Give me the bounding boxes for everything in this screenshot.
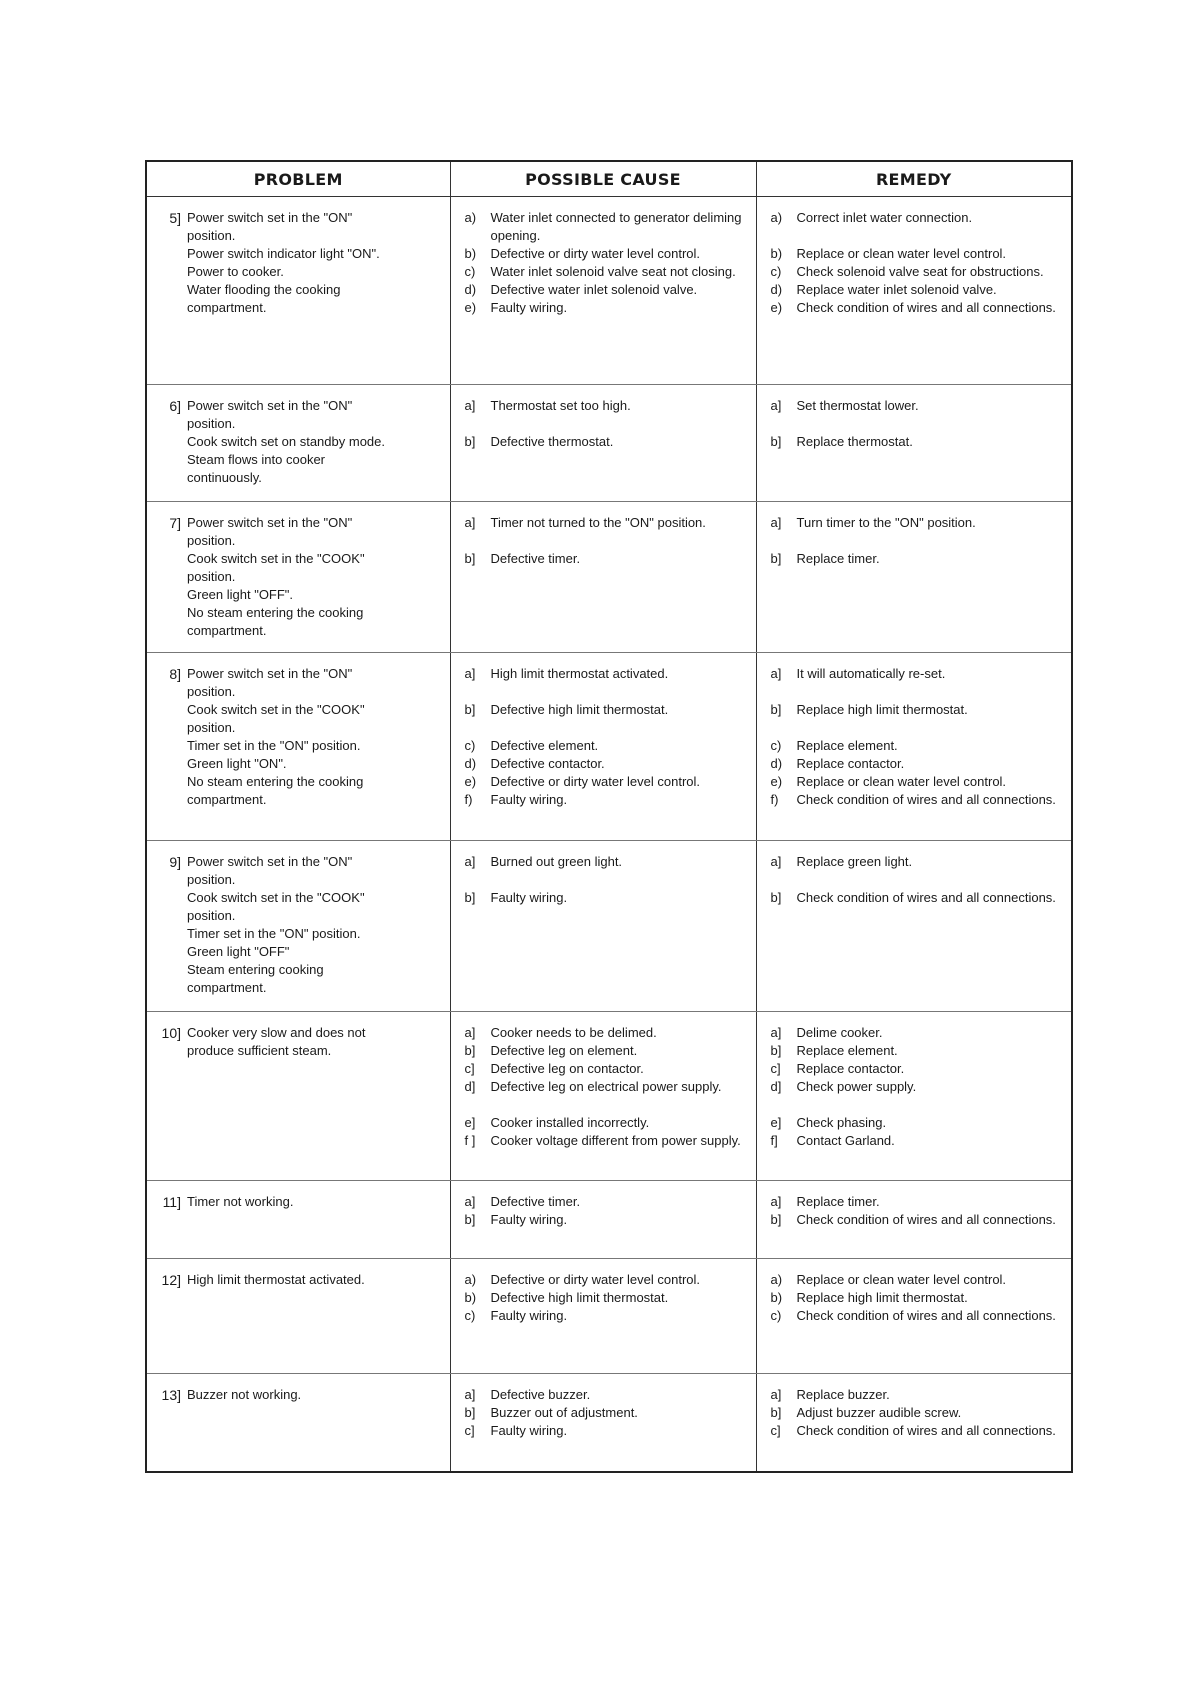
remedy-item-text: Replace high limit thermostat. — [796, 1290, 968, 1305]
cause-item — [457, 1271, 750, 1289]
problem-number: 13] — [161, 1387, 181, 1403]
remedy-item-text: Replace element. — [796, 738, 898, 753]
problem-line: Power switch set in the "ON" — [187, 666, 353, 681]
remedy-item — [763, 1289, 1066, 1307]
cause-item-text: Defective buzzer. — [490, 1387, 591, 1402]
cause-cell — [450, 197, 756, 385]
troubleshooting-table-wrapper — [145, 160, 1071, 1473]
problem-description — [187, 1271, 444, 1289]
cause-item-letter: c] — [464, 1061, 475, 1076]
remedy-item-letter: e) — [770, 300, 783, 315]
cause-item-letter: c) — [464, 738, 476, 753]
cause-item-letter: b] — [464, 890, 476, 905]
remedy-item — [763, 1307, 1066, 1325]
problem-description — [187, 397, 444, 487]
remedy-item-letter: a] — [770, 854, 782, 869]
possible-cause-header: POSSIBLE CAUSE — [450, 161, 756, 197]
problem-line: position. — [187, 533, 236, 548]
remedy-item-letter: b] — [770, 434, 782, 449]
remedy-item — [763, 1193, 1066, 1211]
remedy-item-letter: a] — [770, 398, 782, 413]
cause-item — [457, 263, 750, 281]
remedy-item-letter: a] — [770, 1194, 782, 1209]
remedy-cell — [756, 1374, 1072, 1472]
remedy-item — [763, 514, 1066, 532]
cause-cell — [450, 1259, 756, 1374]
cause-item — [457, 1060, 750, 1078]
cause-cell — [450, 1181, 756, 1259]
cause-item — [457, 1024, 750, 1042]
cause-item-letter: a] — [464, 398, 476, 413]
remedy-item — [763, 1132, 1066, 1150]
problem-line: Timer set in the "ON" position. — [187, 738, 361, 753]
remedy-item-text: Adjust buzzer audible screw. — [796, 1405, 962, 1420]
cause-item-letter: d) — [464, 756, 477, 771]
remedy-item-text: Replace contactor. — [796, 756, 905, 771]
problem-line: Buzzer not working. — [187, 1387, 302, 1402]
problem-line: Steam entering cooking — [187, 962, 324, 977]
remedy-item-letter: b] — [770, 702, 782, 717]
problem-line: compartment. — [187, 623, 267, 638]
cause-item-text: Defective thermostat. — [490, 434, 614, 449]
problem-line: Cook switch set in the "COOK" — [187, 702, 365, 717]
remedy-item — [763, 1078, 1066, 1096]
remedy-item-letter: a) — [770, 1272, 783, 1287]
remedy-item-text: Contact Garland. — [796, 1133, 895, 1148]
cause-item-text: Defective leg on element. — [490, 1043, 638, 1058]
problem-description — [187, 514, 444, 640]
remedy-item-letter: b] — [770, 551, 782, 566]
table-row — [146, 1181, 1072, 1259]
cause-item — [457, 791, 750, 809]
remedy-item-text: Check condition of wires and all connections. — [796, 1212, 1056, 1227]
cause-item-letter: f ] — [464, 1133, 476, 1148]
remedy-item-letter: b] — [770, 1043, 782, 1058]
remedy-item-letter: a] — [770, 1025, 782, 1040]
remedy-item-letter: c] — [770, 1061, 781, 1076]
cause-item-letter: a] — [464, 666, 476, 681]
remedy-item — [763, 665, 1066, 683]
problem-line: Power switch set in the "ON" — [187, 398, 353, 413]
cause-item-letter: b) — [464, 246, 477, 261]
remedy-item — [763, 209, 1066, 227]
problem-line: Power switch indicator light "ON". — [187, 246, 380, 261]
problem-line: Power switch set in the "ON" — [187, 210, 353, 225]
remedy-item — [763, 299, 1066, 317]
cause-item — [457, 433, 750, 451]
remedy-item — [763, 773, 1066, 791]
cause-item-letter: c) — [464, 1308, 476, 1323]
problem-cell — [146, 653, 450, 841]
cause-item — [457, 1211, 750, 1229]
problem-line: Cook switch set in the "COOK" — [187, 890, 365, 905]
problem-line: High limit thermostat activated. — [187, 1272, 365, 1287]
remedy-item-letter: a) — [770, 210, 783, 225]
problem-line: Green light "ON". — [187, 756, 287, 771]
remedy-item — [763, 1024, 1066, 1042]
remedy-item-letter: e) — [770, 774, 783, 789]
cause-item — [457, 1422, 750, 1440]
problem-line: Steam flows into cooker — [187, 452, 326, 467]
remedy-item-text: Replace thermostat. — [796, 434, 913, 449]
remedy-item-text: Set thermostat lower. — [796, 398, 919, 413]
cause-item-letter: c] — [464, 1423, 475, 1438]
table-row — [146, 841, 1072, 1012]
remedy-item-text: Replace element. — [796, 1043, 898, 1058]
remedy-item-text: Check condition of wires and all connections. — [796, 792, 1056, 807]
problem-line: Power switch set in the "ON" — [187, 854, 353, 869]
cause-item-letter: d) — [464, 282, 477, 297]
problem-number: 11] — [162, 1194, 181, 1210]
remedy-item — [763, 1386, 1066, 1404]
remedy-item — [763, 1422, 1066, 1440]
problem-line: compartment. — [187, 792, 267, 807]
table-row — [146, 653, 1072, 841]
remedy-item — [763, 755, 1066, 773]
problem-number: 6] — [169, 398, 181, 414]
remedy-cell — [756, 502, 1072, 653]
remedy-item — [763, 245, 1066, 263]
remedy-item-letter: c) — [770, 264, 782, 279]
table-row — [146, 1374, 1072, 1472]
cause-item-text: Faulty wiring. — [490, 300, 568, 315]
problem-line: position. — [187, 720, 236, 735]
remedy-item-letter: b) — [770, 1290, 783, 1305]
cause-item-text: Water inlet solenoid valve seat not closing. — [490, 264, 736, 279]
problem-cell — [146, 841, 450, 1012]
remedy-item-letter: a] — [770, 666, 782, 681]
remedy-item — [763, 1404, 1066, 1422]
cause-item-letter: a) — [464, 1272, 477, 1287]
cause-item — [457, 209, 750, 245]
remedy-item — [763, 737, 1066, 755]
cause-item — [457, 737, 750, 755]
cause-item-text: Defective water inlet solenoid valve. — [490, 282, 698, 297]
cause-item-letter: b] — [464, 1405, 476, 1420]
problem-line: compartment. — [187, 980, 267, 995]
remedy-item — [763, 701, 1066, 719]
cause-cell — [450, 1374, 756, 1472]
table-header — [146, 161, 1072, 197]
cause-item-text: Defective leg on electrical power supply. — [490, 1079, 722, 1094]
table-row — [146, 197, 1072, 385]
problem-number: 12] — [161, 1272, 181, 1288]
remedy-cell — [756, 1259, 1072, 1374]
cause-cell — [450, 653, 756, 841]
problem-line: Cook switch set in the "COOK" — [187, 551, 365, 566]
problem-line: Green light "OFF" — [187, 944, 290, 959]
remedy-item-text: Replace timer. — [796, 551, 880, 566]
cause-item-text: Faulty wiring. — [490, 1212, 568, 1227]
remedy-item-letter: d) — [770, 756, 783, 771]
problem-line: Power switch set in the "ON" — [187, 515, 353, 530]
problem-cell — [146, 1012, 450, 1181]
cause-item-text: Faulty wiring. — [490, 1423, 568, 1438]
cause-item-text: Defective timer. — [490, 551, 581, 566]
cause-item-text: Cooker voltage different from power supply. — [490, 1133, 741, 1148]
remedy-item-text: Check condition of wires and all connections. — [796, 300, 1056, 315]
cause-item-letter: b] — [464, 1212, 476, 1227]
remedy-item-letter: d] — [770, 1079, 782, 1094]
cause-item-letter: b) — [464, 1290, 477, 1305]
problem-description — [187, 853, 444, 997]
problem-line: No steam entering the cooking — [187, 605, 364, 620]
remedy-item-text: Replace or clean water level control. — [796, 1272, 1007, 1287]
remedy-item-letter: b] — [770, 1212, 782, 1227]
remedy-item-text: It will automatically re-set. — [796, 666, 946, 681]
cause-item-text: Burned out green light. — [490, 854, 623, 869]
cause-item-text: Defective contactor. — [490, 756, 605, 771]
remedy-item-text: Replace buzzer. — [796, 1387, 890, 1402]
troubleshooting-table — [145, 160, 1073, 1473]
cause-item-text: Thermostat set too high. — [490, 398, 631, 413]
problem-line: Cooker very slow and does not — [187, 1025, 366, 1040]
problem-line: position. — [187, 228, 236, 243]
remedy-item-letter: c) — [770, 738, 782, 753]
remedy-item-text: Delime cooker. — [796, 1025, 883, 1040]
remedy-item-letter: f) — [770, 792, 779, 807]
cause-item — [457, 1404, 750, 1422]
remedy-cell — [756, 653, 1072, 841]
remedy-item — [763, 889, 1066, 907]
problem-line: position. — [187, 684, 236, 699]
problem-line: position. — [187, 569, 236, 584]
cause-item — [457, 299, 750, 317]
remedy-item-text: Check solenoid valve seat for obstructions. — [796, 264, 1044, 279]
cause-item-letter: e] — [464, 1115, 476, 1130]
cause-item-text: Defective leg on contactor. — [490, 1061, 644, 1076]
cause-item-text: Cooker needs to be delimed. — [490, 1025, 657, 1040]
cause-item — [457, 1114, 750, 1132]
cause-item — [457, 853, 750, 871]
remedy-item-text: Check condition of wires and all connections. — [796, 1423, 1056, 1438]
cause-item-letter: a] — [464, 1025, 476, 1040]
cause-item — [457, 514, 750, 532]
cause-item — [457, 1193, 750, 1211]
problem-cell — [146, 385, 450, 502]
cause-item-letter: c) — [464, 264, 476, 279]
cause-cell — [450, 502, 756, 653]
cause-item — [457, 889, 750, 907]
problem-description — [187, 1386, 444, 1404]
remedy-item-text: Replace or clean water level control. — [796, 246, 1007, 261]
remedy-item-text: Replace high limit thermostat. — [796, 702, 968, 717]
remedy-cell — [756, 1012, 1072, 1181]
header-row — [146, 161, 1072, 197]
remedy-item-letter: b) — [770, 246, 783, 261]
problem-number: 9] — [169, 854, 181, 870]
cause-item-text: Water inlet connected to generator deliming opening. — [490, 210, 742, 243]
cause-item-letter: a] — [464, 854, 476, 869]
cause-item-letter: b] — [464, 702, 476, 717]
problem-line: Timer set in the "ON" position. — [187, 926, 361, 941]
cause-item — [457, 1132, 750, 1150]
remedy-item-letter: f] — [770, 1133, 778, 1148]
remedy-item-letter: b] — [770, 890, 782, 905]
problem-description — [187, 665, 444, 809]
cause-item — [457, 550, 750, 568]
cause-cell — [450, 1012, 756, 1181]
cause-item-text: High limit thermostat activated. — [490, 666, 669, 681]
problem-description — [187, 1193, 444, 1211]
problem-number: 5] — [169, 210, 181, 226]
cause-item-text: Defective high limit thermostat. — [490, 1290, 669, 1305]
problem-cell — [146, 197, 450, 385]
cause-item-text: Defective or dirty water level control. — [490, 1272, 701, 1287]
remedy-item — [763, 853, 1066, 871]
problem-line: Power to cooker. — [187, 264, 284, 279]
problem-header: PROBLEM — [146, 161, 450, 197]
problem-line: Cook switch set on standby mode. — [187, 434, 385, 449]
problem-line: position. — [187, 416, 236, 431]
remedy-item-text: Check power supply. — [796, 1079, 917, 1094]
problem-line: Timer not working. — [187, 1194, 294, 1209]
cause-item-text: Defective or dirty water level control. — [490, 246, 701, 261]
problem-number: 8] — [169, 666, 181, 682]
remedy-item-letter: c) — [770, 1308, 782, 1323]
cause-item-letter: a] — [464, 1387, 476, 1402]
problem-line: position. — [187, 872, 236, 887]
cause-item-text: Faulty wiring. — [490, 792, 568, 807]
cause-item-text: Timer not turned to the "ON" position. — [490, 515, 706, 530]
remedy-item — [763, 281, 1066, 299]
cause-item-letter: b] — [464, 551, 476, 566]
cause-item-text: Buzzer out of adjustment. — [490, 1405, 638, 1420]
cause-cell — [450, 385, 756, 502]
cause-item-text: Defective high limit thermostat. — [490, 702, 669, 717]
cause-item — [457, 1042, 750, 1060]
cause-cell — [450, 841, 756, 1012]
remedy-item-text: Replace green light. — [796, 854, 913, 869]
problem-line: Water flooding the cooking — [187, 282, 341, 297]
remedy-item — [763, 1211, 1066, 1229]
remedy-item-text: Turn timer to the "ON" position. — [796, 515, 976, 530]
problem-cell — [146, 1181, 450, 1259]
remedy-item-text: Check condition of wires and all connections. — [796, 1308, 1056, 1323]
cause-item-letter: b] — [464, 434, 476, 449]
remedy-item-text: Replace contactor. — [796, 1061, 905, 1076]
table-row — [146, 1012, 1072, 1181]
cause-item-letter: a] — [464, 1194, 476, 1209]
remedy-cell — [756, 841, 1072, 1012]
cause-item-text: Defective element. — [490, 738, 599, 753]
remedy-item-letter: c] — [770, 1423, 781, 1438]
remedy-item-text: Replace timer. — [796, 1194, 880, 1209]
remedy-item — [763, 263, 1066, 281]
table-row — [146, 1259, 1072, 1374]
cause-item-letter: e) — [464, 774, 477, 789]
cause-item-text: Defective timer. — [490, 1194, 581, 1209]
problem-line: compartment. — [187, 300, 267, 315]
table-row — [146, 502, 1072, 653]
remedy-item-text: Check phasing. — [796, 1115, 887, 1130]
table-row — [146, 385, 1072, 502]
remedy-item-text: Replace or clean water level control. — [796, 774, 1007, 789]
cause-item-text: Faulty wiring. — [490, 1308, 568, 1323]
problem-number: 10] — [161, 1025, 181, 1041]
cause-item-text: Faulty wiring. — [490, 890, 568, 905]
remedy-item — [763, 433, 1066, 451]
cause-item — [457, 397, 750, 415]
problem-line: Green light "OFF". — [187, 587, 294, 602]
cause-item — [457, 755, 750, 773]
remedy-item — [763, 1060, 1066, 1078]
remedy-item-text: Replace water inlet solenoid valve. — [796, 282, 997, 297]
remedy-item-letter: e] — [770, 1115, 782, 1130]
remedy-item — [763, 397, 1066, 415]
problem-line: produce sufficient steam. — [187, 1043, 332, 1058]
cause-item — [457, 1078, 750, 1096]
problem-line: position. — [187, 908, 236, 923]
cause-item — [457, 665, 750, 683]
cause-item — [457, 281, 750, 299]
remedy-item — [763, 791, 1066, 809]
cause-item-text: Cooker installed incorrectly. — [490, 1115, 650, 1130]
remedy-item-letter: a] — [770, 515, 782, 530]
problem-cell — [146, 502, 450, 653]
problem-description — [187, 209, 444, 317]
cause-item-letter: a] — [464, 515, 476, 530]
cause-item-letter: d] — [464, 1079, 476, 1094]
cause-item-letter: a) — [464, 210, 477, 225]
remedy-item — [763, 1271, 1066, 1289]
cause-item — [457, 245, 750, 263]
problem-line: continuously. — [187, 470, 262, 485]
remedy-item-letter: a] — [770, 1387, 782, 1402]
remedy-item-text: Correct inlet water connection. — [796, 210, 973, 225]
problem-description — [187, 1024, 444, 1060]
problem-number: 7] — [169, 515, 181, 531]
cause-item — [457, 1307, 750, 1325]
remedy-item — [763, 1114, 1066, 1132]
cause-item-letter: f) — [464, 792, 473, 807]
remedy-item-text: Check condition of wires and all connections. — [796, 890, 1056, 905]
remedy-cell — [756, 385, 1072, 502]
problem-cell — [146, 1259, 450, 1374]
remedy-item-letter: b] — [770, 1405, 782, 1420]
cause-item-letter: b] — [464, 1043, 476, 1058]
table-body — [146, 197, 1072, 1472]
cause-item — [457, 1386, 750, 1404]
remedy-item — [763, 550, 1066, 568]
cause-item-text: Defective or dirty water level control. — [490, 774, 701, 789]
cause-item — [457, 773, 750, 791]
cause-item — [457, 701, 750, 719]
cause-item — [457, 1289, 750, 1307]
remedy-header: REMEDY — [756, 161, 1072, 197]
remedy-cell — [756, 1181, 1072, 1259]
remedy-item — [763, 1042, 1066, 1060]
remedy-cell — [756, 197, 1072, 385]
problem-line: No steam entering the cooking — [187, 774, 364, 789]
problem-cell — [146, 1374, 450, 1472]
remedy-item-letter: d) — [770, 282, 783, 297]
cause-item-letter: e) — [464, 300, 477, 315]
